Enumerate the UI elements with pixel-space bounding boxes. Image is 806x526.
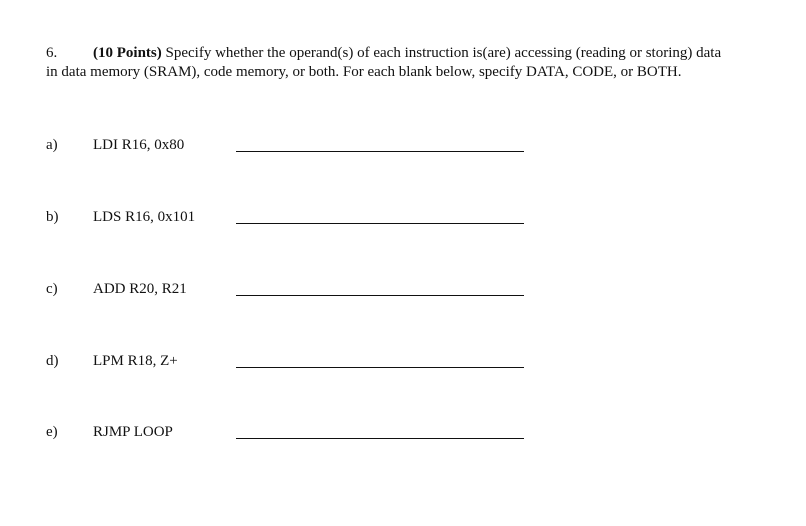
item-instruction: ADD R20, R21 [93,281,187,297]
question-number: 6. [46,45,58,61]
answer-blank-b[interactable] [236,223,524,224]
answer-blank-a[interactable] [236,151,524,152]
item-letter: a) [46,137,58,153]
item-c [46,281,546,303]
item-a [46,137,546,159]
item-letter: c) [46,281,58,297]
item-letter: b) [46,209,59,225]
answer-blank-c[interactable] [236,295,524,296]
answer-blank-e[interactable] [236,438,524,439]
item-e [46,424,546,446]
item-instruction: RJMP LOOP [93,424,173,440]
question-text-line-1: Specify whether the operand(s) of each instruction is(are) accessing (reading or storing) data [161,45,722,61]
question-points: (10 Points) [93,45,162,61]
item-instruction: LDI R16, 0x80 [93,137,185,153]
item-instruction: LPM R18, Z+ [93,353,178,369]
question-prompt [46,44,786,82]
item-b [46,209,546,231]
question-text-line-2: in data memory (SRAM), code memory, or both. For each blank below, specify DATA, CODE, or BOTH. [46,64,682,80]
answer-blank-d[interactable] [236,367,524,368]
item-letter: e) [46,424,58,440]
item-d [46,353,546,375]
item-instruction: LDS R16, 0x101 [93,209,196,225]
item-letter: d) [46,353,59,369]
question-line-1 [46,44,786,63]
